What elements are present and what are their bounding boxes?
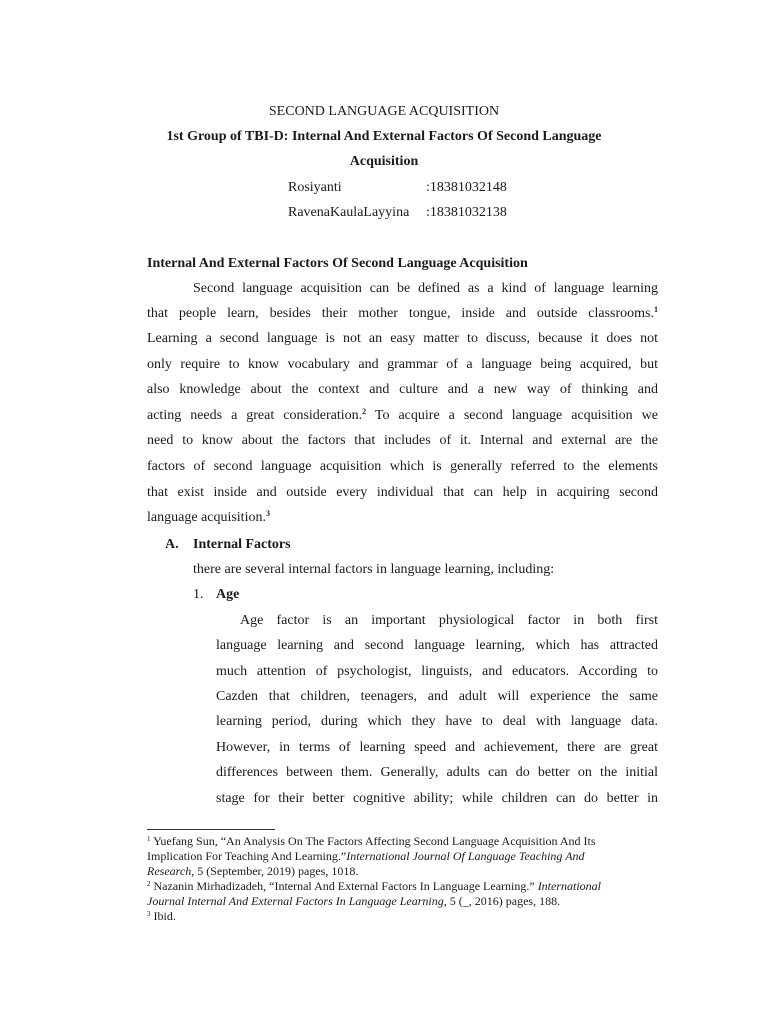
paragraph-line: need to know about the factors that includes of it. Internal and external are the [147, 433, 658, 448]
footnote-2-cont: Journal Internal And External Factors In Language Learning, 5 (_, 2016) pages, 188. [147, 894, 561, 908]
footnote-2: $^2$ Nazanin Mirhadizadeh, “Internal And External Factors In Language Learning.” International [147, 879, 602, 893]
paragraph-line: acting needs a great consideration.$^2$ To acquire a second language acquisition we [147, 407, 658, 423]
author-id: :18381032148 [426, 180, 507, 195]
footnote-1-cont: Implication For Teaching And Learning.”International Journal Of Language Teaching And [147, 849, 585, 863]
document-subtitle-cont: Acquisition [349, 154, 419, 169]
paragraph-line: Cazden that children, teenagers, and adult will experience the same [216, 689, 658, 704]
author-id: :18381032138 [426, 205, 507, 220]
footnote-ref: 1 [654, 305, 658, 314]
paragraph-line: factors of second language acquisition which is generally referred to the elements [147, 459, 658, 474]
footnote-1-cont: Research, 5 (September, 2019) pages, 1018. [147, 864, 359, 878]
paragraph-line: Learning a second language is not an easy matter to discuss, because it does not [147, 331, 658, 346]
paragraph-line: language learning and second language learning, which has attracted [216, 638, 658, 653]
paragraph-line: only require to know vocabulary and grammar of a language being acquired, but [147, 357, 658, 372]
paragraph-line: learning period, during which they have to deal with language data. [216, 714, 658, 729]
document-subtitle: 1st Group of TBI-D: Internal And External Factors Of Second Language [166, 129, 602, 144]
footnote-3: $^3$ Ibid. [147, 909, 176, 923]
paragraph-line: much attention of psychologist, linguists, and educators. According to [216, 664, 658, 679]
paragraph-line: language acquisition.$^3$ [147, 509, 270, 525]
footnote-1: $^1$ Yuefang Sun, “An Analysis On The Factors Affecting Second Language Acquisition And Its [147, 834, 596, 848]
list-item-marker: 1. [193, 587, 204, 602]
section-a-marker: A. [165, 537, 179, 552]
paragraph-line: However, in terms of learning speed and achievement, there are great [216, 740, 658, 755]
list-item-title: Age [216, 587, 240, 602]
author-name: RavenaKaulaLayyina [288, 205, 410, 220]
author-name: Rosiyanti [288, 180, 342, 195]
paragraph-line: Second language acquisition can be defined as a kind of language learning [193, 281, 658, 296]
footnote-ref: 3 [265, 509, 270, 518]
paragraph-line: that exist inside and outside every individual that can help in acquiring second [147, 485, 658, 500]
paragraph-line: differences between them. Generally, adults can do better on the initial [216, 765, 658, 780]
footnote-separator [147, 829, 275, 830]
section-heading: Internal And External Factors Of Second Language Acquisition [147, 256, 528, 271]
section-a-title: Internal Factors [193, 537, 291, 552]
paragraph-line: Age factor is an important physiological factor in both first [240, 613, 658, 628]
section-a-lead: there are several internal factors in language learning, including: [193, 562, 555, 577]
paragraph-line: also knowledge about the context and culture and a new way of thinking and [147, 382, 658, 397]
paragraph-line: that people learn, besides their mother tongue, inside and outside classrooms.$^1$ [147, 305, 658, 321]
document-title: SECOND LANGUAGE ACQUISITION [268, 104, 500, 119]
footnote-ref: 2 [362, 407, 367, 416]
paragraph-line: stage for their better cognitive ability; while children can do better in [216, 791, 658, 806]
